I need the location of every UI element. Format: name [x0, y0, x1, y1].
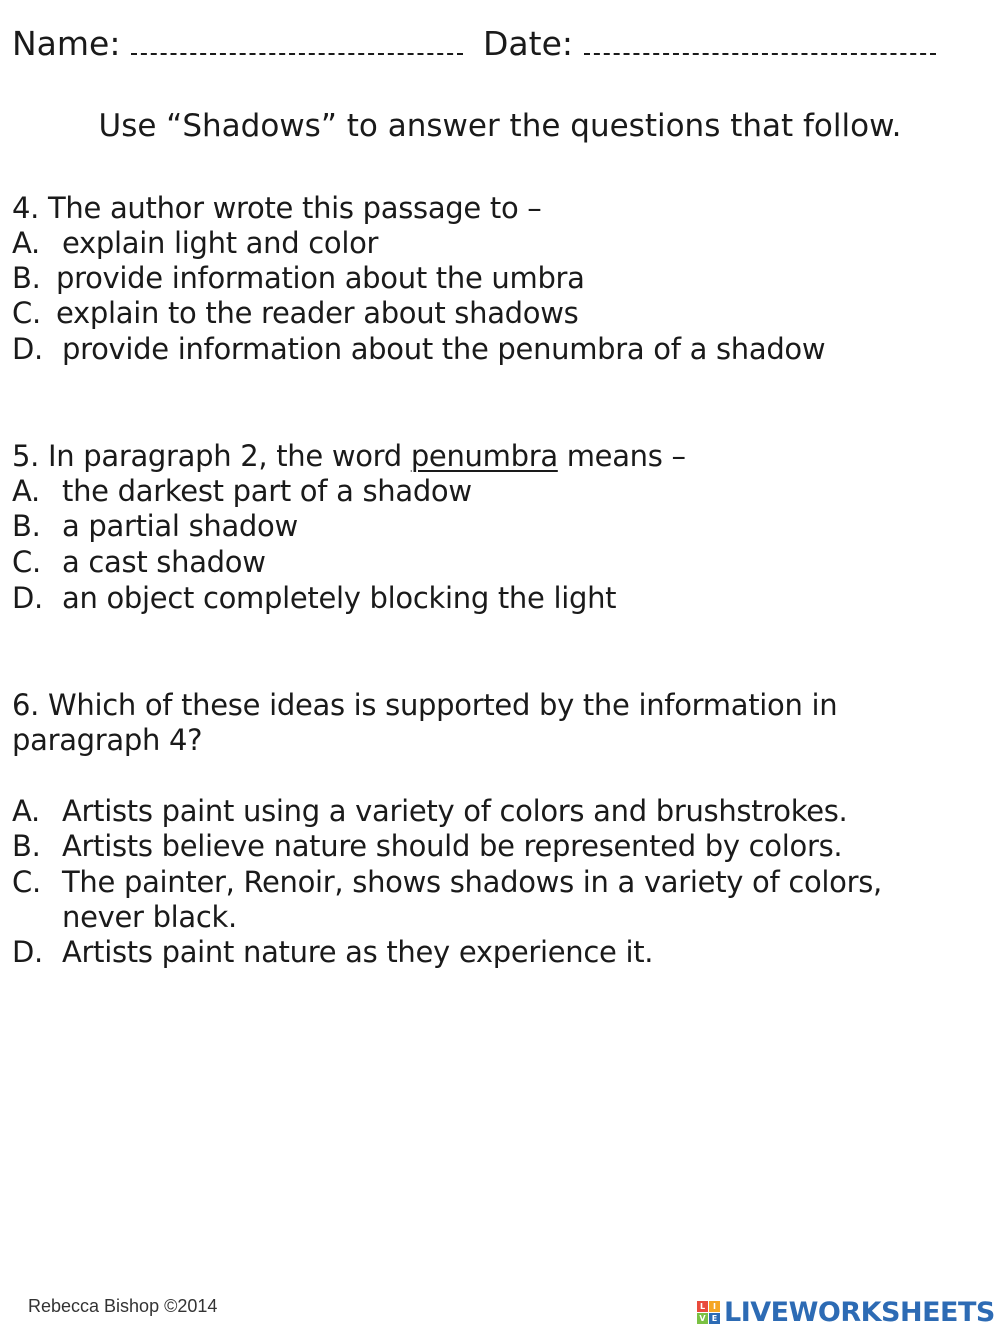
- option-letter: B.: [12, 261, 41, 295]
- option-letter: A.: [12, 794, 40, 828]
- option-letter: D.: [12, 581, 43, 615]
- copyright-credit: Rebecca Bishop ©2014: [28, 1296, 218, 1316]
- question-4-option-c[interactable]: [12, 296, 578, 330]
- question-4-option-b[interactable]: [12, 261, 585, 295]
- question-5-option-d[interactable]: [12, 581, 616, 615]
- question-5-option-b[interactable]: [12, 509, 298, 543]
- option-text: explain light and color: [62, 226, 379, 260]
- question-6-option-a[interactable]: [12, 794, 847, 828]
- option-letter: A.: [12, 226, 40, 260]
- question-4-option-a[interactable]: [12, 226, 378, 260]
- question-4-option-d[interactable]: [12, 332, 825, 366]
- option-letter: C.: [12, 296, 41, 330]
- logo-block-l: L: [697, 1301, 708, 1312]
- logo-block-v: V: [697, 1313, 708, 1324]
- question-6-option-c-continued: never black.: [62, 900, 237, 934]
- question-6-prompt-line-2: paragraph 4?: [12, 723, 203, 757]
- logo-block-e: E: [709, 1313, 720, 1324]
- question-6-option-b[interactable]: [12, 829, 842, 863]
- name-blank[interactable]: [131, 31, 463, 55]
- option-letter: C.: [12, 865, 41, 899]
- logo-text: LIVEWORKSHEETS: [724, 1296, 995, 1328]
- option-text: explain to the reader about shadows: [56, 296, 579, 330]
- prompt-text: means –: [566, 439, 686, 473]
- option-text: Artists paint using a variety of colors and brushstrokes.: [62, 794, 848, 828]
- date-blank[interactable]: [584, 31, 936, 55]
- name-line: [12, 24, 463, 63]
- option-letter: B.: [12, 509, 41, 543]
- liveworksheets-logo[interactable]: [697, 1296, 995, 1328]
- vocabulary-term: penumbra: [410, 439, 558, 473]
- question-5-prompt: [12, 439, 686, 473]
- date-label: Date:: [483, 24, 573, 63]
- instructions: Use “Shadows” to answer the questions that follow.: [98, 108, 902, 144]
- name-label: Name:: [12, 24, 121, 63]
- option-letter: B.: [12, 829, 41, 863]
- option-text: a cast shadow: [62, 545, 266, 579]
- question-5-option-a[interactable]: [12, 474, 472, 508]
- option-text: an object completely blocking the light: [62, 581, 617, 615]
- option-text: The painter, Renoir, shows shadows in a variety of colors,: [62, 865, 882, 899]
- option-letter: D.: [12, 935, 43, 969]
- date-line: [483, 24, 936, 63]
- option-text: Artists paint nature as they experience it.: [62, 935, 654, 969]
- option-letter: A.: [12, 474, 40, 508]
- option-text: provide information about the penumbra of a shadow: [62, 332, 826, 366]
- option-text: provide information about the umbra: [56, 261, 585, 295]
- question-6-option-d[interactable]: [12, 935, 653, 969]
- option-letter: D.: [12, 332, 43, 366]
- question-5-option-c[interactable]: [12, 545, 266, 579]
- option-letter: C.: [12, 545, 41, 579]
- option-text: a partial shadow: [62, 509, 298, 543]
- option-text: Artists believe nature should be represented by colors.: [62, 829, 843, 863]
- prompt-text: 5. In paragraph 2, the word: [12, 439, 402, 473]
- option-text: the darkest part of a shadow: [62, 474, 472, 508]
- question-4-prompt: 4. The author wrote this passage to –: [12, 191, 542, 225]
- question-6-prompt-line-1: 6. Which of these ideas is supported by the information in: [12, 688, 838, 722]
- logo-block-i: I: [709, 1301, 720, 1312]
- logo-blocks-icon: [697, 1301, 720, 1324]
- question-6-option-c[interactable]: [12, 865, 882, 899]
